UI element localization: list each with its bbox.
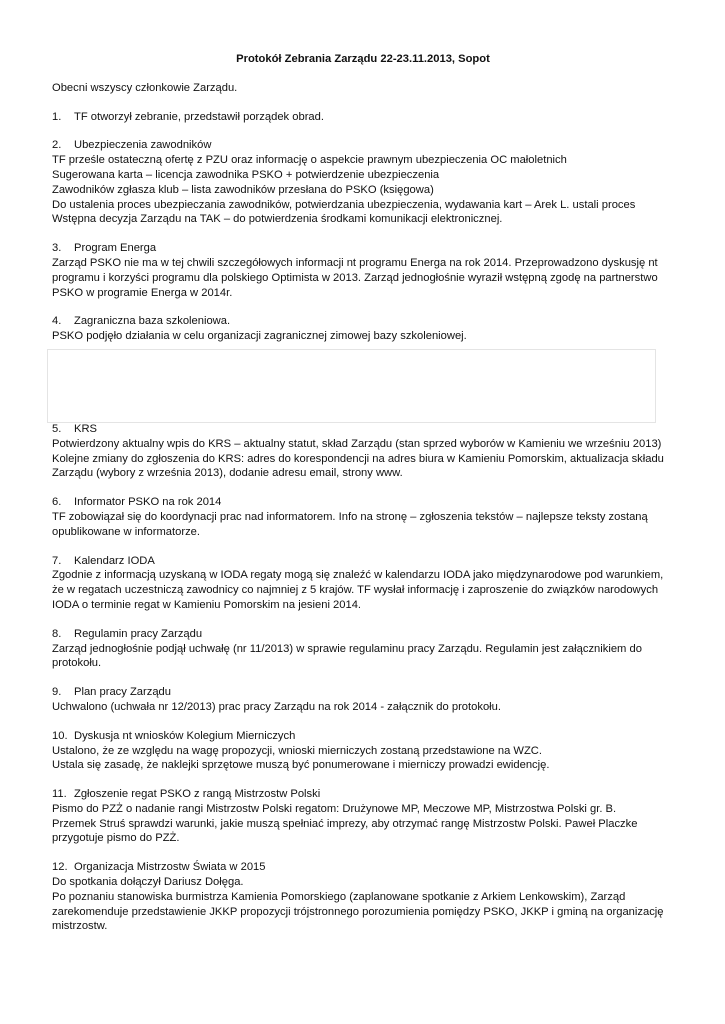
section-12 <box>52 860 674 934</box>
section-1 <box>52 110 674 125</box>
section-heading <box>52 314 674 329</box>
intro-text: Obecni wszyscy członkowie Zarządu. <box>52 81 238 94</box>
section-body-line: Zarząd PSKO nie ma w tej chwili szczegółowych informacji nt programu Energa na rok 2014. Przeprowadzono dyskusję nt programu i korzyści programu dla polskiego Optimista w 2013. Zarząd jednogłośnie wyraził wstępną zgodę na partnerstwo PSKO w programie Energa w 2014r. <box>52 256 658 299</box>
section-heading-text: Organizacja Mistrzostw Świata w 2015 <box>74 861 266 874</box>
section-number: 12. <box>52 861 68 874</box>
section-body-line: TF zobowiązał się do koordynacji prac nad informatorem. Info na stronę – zgłoszenia tekstów – najlepsze teksty zostaną opublikowane w informatorze. <box>52 510 648 538</box>
section-heading-text: Kalendarz IODA <box>74 554 155 567</box>
section-heading <box>52 685 674 700</box>
section-body-line: Pismo do PZŻ o nadanie rangi Mistrzostw Polski regatom: Drużynowe MP, Meczowe MP, Mistrzostwa Polski gr. B. <box>52 802 617 815</box>
section-4 <box>52 314 674 344</box>
document-title: Protokół Zebrania Zarządu 22-23.11.2013, Sopot <box>236 53 490 65</box>
section-heading-text: Ubezpieczenia zawodników <box>74 139 212 152</box>
section-heading-text: Program Energa <box>74 242 157 255</box>
section-heading <box>52 860 674 875</box>
section-10 <box>52 729 674 773</box>
section-body-line: Do ustalenia proces ubezpieczania zawodników, potwierdzania ubezpieczenia, wydawania kart – Arek L. ustali proces <box>52 198 636 211</box>
section-number: 5. <box>52 422 62 435</box>
section-body-line: Ustala się zasadę, że naklejki sprzętowe muszą być ponumerowane i mierniczy prowadzi ewidencję. <box>52 759 550 772</box>
section-body-line: Sugerowana karta – licencja zawodnika PSKO + potwierdzenie ubezpieczenia <box>52 168 440 181</box>
section-number: 7. <box>52 554 62 567</box>
section-heading-text: Dyskusja nt wniosków Kolegium Mierniczych <box>74 729 296 742</box>
section-number: 10. <box>52 729 68 742</box>
section-body-line: Wstępna decyzja Zarządu na TAK – do potwierdzenia środkami komunikacji elektronicznej. <box>52 213 503 226</box>
section-body-line: Zarząd jednogłośnie podjął uchwałę (nr 11/2013) w sprawie regulaminu pracy Zarządu. Regulamin jest załącznikiem do protokołu. <box>52 642 642 670</box>
sections-list <box>52 110 674 935</box>
section-heading <box>52 495 674 510</box>
section-heading <box>52 554 674 569</box>
section-7 <box>52 554 674 613</box>
section-number: 9. <box>52 686 62 699</box>
section-5 <box>52 422 674 481</box>
section-body-line: Potwierdzony aktualny wpis do KRS – aktualny statut, skład Zarządu (stan sprzed wyborów w Kamieniu we wrześniu 2013) <box>52 437 662 450</box>
section-body-line: Po poznaniu stanowiska burmistrza Kamienia Pomorskiego (zaplanowane spotkanie z Arkiem Lenkowskim), Zarząd zarekomenduje przedstawienie JKKP propozycji trójstronnego porozumienia pomiędzy PSKO, JKKP i gminą na organizację mistrzostw. <box>52 890 664 933</box>
section-heading-text: Regulamin pracy Zarządu <box>74 627 203 640</box>
section-number: 11. <box>52 788 67 801</box>
section-heading <box>52 729 674 744</box>
section-body-line: Uchwalono (uchwała nr 12/2013) prac pracy Zarządu na rok 2014 - załącznik do protokołu. <box>52 700 501 713</box>
section-number: 3. <box>52 242 62 255</box>
section-3 <box>52 241 674 300</box>
section-body-line: Do spotkania dołączył Dariusz Dołęga. <box>52 876 244 889</box>
section-number: 1. <box>52 110 62 123</box>
section-body-line: TF prześle ostateczną ofertę z PZU oraz informację o aspekcie prawnym ubezpieczenia OC małoletnich <box>52 154 567 167</box>
section-heading <box>52 138 674 153</box>
embedded-blank-frame <box>47 349 656 423</box>
section-number: 8. <box>52 627 62 640</box>
section-6 <box>52 495 674 539</box>
section-heading-text: Informator PSKO na rok 2014 <box>74 496 222 509</box>
section-heading-text: Plan pracy Zarządu <box>74 686 172 699</box>
section-body-line: PSKO podjęło działania w celu organizacji zagranicznej zimowej bazy szkoleniowej. <box>52 330 467 343</box>
section-heading <box>52 241 674 256</box>
section-number: 6. <box>52 496 62 509</box>
section-body-line: Zawodników zgłasza klub – lista zawodników przesłana do PSKO (księgowa) <box>52 183 434 196</box>
section-body-line: Kolejne zmiany do zgłoszenia do KRS: adres do korespondencji na adres biura w Kamieniu Pomorskim, aktualizacja składu Zarządu (wybory z września 2013), dodanie adresu email, strony www. <box>52 452 664 480</box>
section-number: 4. <box>52 315 62 328</box>
section-heading-text: KRS <box>74 422 98 435</box>
section-heading <box>52 627 674 642</box>
section-heading-text: Zagraniczna baza szkoleniowa. <box>74 315 231 328</box>
section-9 <box>52 685 674 715</box>
section-8 <box>52 627 674 671</box>
section-11 <box>52 787 674 846</box>
section-heading-text: TF otworzył zebranie, przedstawił porządek obrad. <box>74 110 324 123</box>
section-heading <box>52 110 674 125</box>
section-body-line: Zgodnie z informacją uzyskaną w IODA regaty mogą się znaleźć w kalendarzu IODA jako międzynarodowe pod warunkiem, że w regatach uczestniczą zawodnicy co najmniej z 5 krajów. TF wysłał informację i zaproszenie do związków narodowych IODA o terminie regat w Kamieniu Pomorskim na jesieni 2014. <box>52 569 664 611</box>
section-body-line: Przemek Struś sprawdzi warunki, jakie muszą spełniać imprezy, aby otrzymać rangę Mistrzostw Polski. Paweł Placzke przygotuje pismo do PZŻ. <box>52 817 638 845</box>
section-heading-text: Zgłoszenie regat PSKO z rangą Mistrzostw Polski <box>74 788 321 801</box>
section-body-line: Ustalono, że ze względu na wagę propozycji, wnioski mierniczych zostaną przedstawione na WZC. <box>52 744 542 757</box>
section-2 <box>52 138 674 227</box>
section-heading <box>52 422 674 437</box>
section-heading <box>52 787 674 802</box>
section-number: 2. <box>52 139 62 152</box>
document-page <box>52 52 674 948</box>
